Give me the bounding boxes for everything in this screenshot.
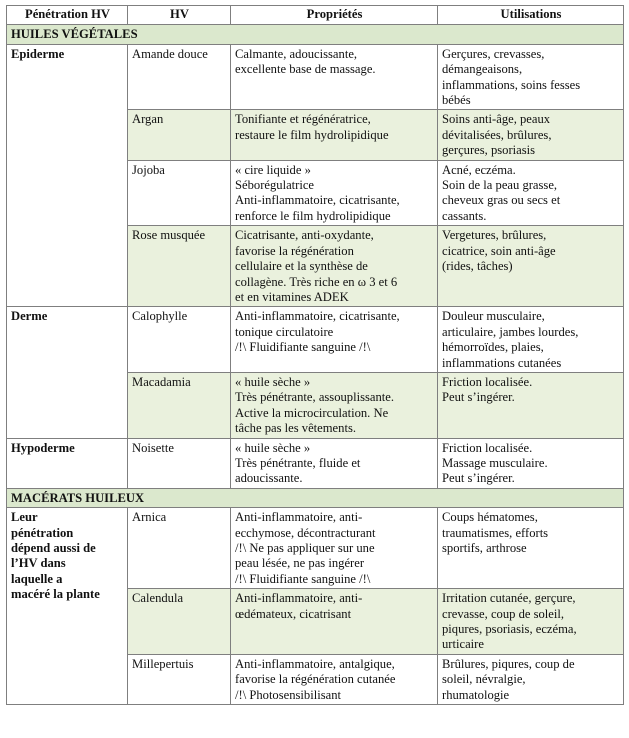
text-line: Gerçures, crevasses, [442,46,545,61]
text-line: Massage musculaire. [442,455,548,470]
text-line: traumatismes, efforts [442,525,549,540]
text-line: Anti-inflammatoire, cicatrisante, [235,193,400,208]
text-line: et en vitamines ADEK [235,289,349,304]
warning-line: /!\ Photosensibilisant [235,687,342,702]
hv-name: Calendula [128,589,231,655]
text-line: inflammations, soins fesses [442,77,581,92]
text-line: Anti-inflammatoire, antalgique, [235,656,395,671]
hv-name: Argan [128,110,231,160]
table-row-arnica [7,508,624,589]
text-line: tâche pas les vêtements. [235,421,356,436]
text-line: Anti-inflammatoire, cicatrisante, [235,309,400,324]
penetration-derme: Derme [7,307,128,438]
proprietes-cell [231,438,438,488]
hv-name: Amande douce [128,44,231,110]
header-row [7,6,624,25]
text-line: Brûlures, piqures, coup de [442,656,575,671]
hv-name: Jojoba [128,160,231,226]
text-line: Séborégulatrice [235,178,315,193]
proprietes-cell [231,654,438,704]
text-line: Soin de la peau grasse, [442,178,558,193]
utilisations-cell [438,589,624,655]
proprietes-cell [231,226,438,307]
utilisations-cell [438,508,624,589]
utilisations-cell [438,110,624,160]
utilisations-cell [438,654,624,704]
text-line: favorise la régénération [235,243,354,258]
penetration-macerats [7,508,128,705]
text-line: Cicatrisante, anti-oxydante, [235,228,374,243]
text-line: Active la microcirculation. Ne [235,405,389,420]
text-line: cassants. [442,208,487,223]
text-line: crevasse, coup de soleil, [442,606,565,621]
text-line: Calmante, adoucissante, [235,46,358,61]
text-line: urticaire [442,637,484,652]
text-line: Vergetures, brûlures, [442,228,547,243]
warning-line: /!\ Fluidifiante sanguine /!\ [235,340,371,355]
text-line: Friction localisée. [442,440,533,455]
text-line: excellente base de massage. [235,62,376,77]
text-line: Peut s’ingérer. [442,390,515,405]
text-line: Leur [11,510,38,525]
proprietes-cell [231,508,438,589]
hv-name: Macadamia [128,372,231,438]
warning-line: /!\ Fluidifiante sanguine /!\ [235,571,371,586]
hv-name: Millepertuis [128,654,231,704]
table-row-calophylle [7,307,624,373]
warning-line: /!\ Ne pas appliquer sur une [235,541,375,555]
text-line: Coups hématomes, [442,510,538,525]
proprietes-cell [231,589,438,655]
text-line: soleil, névralgie, [442,672,526,687]
penetration-epiderme: Epiderme [7,44,128,307]
text-line: laquelle a [11,571,63,586]
text-line: restaure le film hydrolipidique [235,127,389,142]
essential-oils-table [6,5,624,705]
text-line: œdémateux, cicatrisant [235,606,352,621]
text-line: dépend aussi de [11,541,96,555]
text-line: Soins anti-âge, peaux [442,112,551,127]
text-line: Douleur musculaire, [442,309,545,324]
hv-name: Rose musquée [128,226,231,307]
text-line: piqures, psoriasis, eczéma, [442,622,577,637]
text-line: adoucissante. [235,471,303,486]
table-row-noisette [7,438,624,488]
utilisations-cell [438,307,624,373]
text-line: gerçures, psoriasis [442,143,536,158]
text-line: articulaire, jambes lourdes, [442,324,579,339]
text-line: Acné, eczéma. [442,162,516,177]
proprietes-cell [231,44,438,110]
text-line: cicatrice, soin anti-âge [442,243,556,258]
text-line: (rides, tâches) [442,259,513,274]
penetration-hypoderme: Hypoderme [7,438,128,488]
section-row-macerats [7,488,624,507]
section-row-huiles [7,25,624,44]
text-line: cellulaire et la synthèse de [235,259,368,274]
text-line: Friction localisée. [442,374,533,389]
text-line: « cire liquide » [235,162,311,177]
text-line: renforce le film hydrolipidique [235,208,391,223]
proprietes-cell [231,110,438,160]
hv-name: Calophylle [128,307,231,373]
text-line: macéré la plante [11,587,100,602]
section-macerats-huileux: MACÉRATS HUILEUX [7,488,624,507]
text-line: peau lésée, ne pas ingérer [235,556,365,571]
hv-name: Arnica [128,508,231,589]
utilisations-cell [438,372,624,438]
utilisations-cell [438,44,624,110]
text-line: collagène. Très riche en ω 3 et 6 [235,274,398,289]
header-penetration: Pénétration HV [7,6,128,25]
text-line: Peut s’ingérer. [442,471,515,486]
header-hv: HV [128,6,231,25]
text-line: Irritation cutanée, gerçure, [442,591,576,606]
text-line: cheveux gras ou secs et [442,193,561,208]
text-line: « huile sèche » [235,440,311,455]
section-huiles-vegetales: HUILES VÉGÉTALES [7,25,624,44]
text-line: rhumatologie [442,687,510,702]
utilisations-cell [438,160,624,226]
text-line: pénétration [11,525,74,540]
text-line: l’HV dans [11,556,66,571]
text-line: « huile sèche » [235,374,311,389]
proprietes-cell [231,160,438,226]
text-line: Anti-inflammatoire, anti- [235,591,363,606]
utilisations-cell [438,226,624,307]
text-line: démangeaisons, [442,62,523,77]
text-line: Anti-inflammatoire, anti- [235,510,363,525]
text-line: sportifs, arthrose [442,541,527,555]
utilisations-cell [438,438,624,488]
text-line: hémorroïdes, plaies, [442,340,544,355]
text-line: Très pénétrante, fluide et [235,455,361,470]
text-line: Tonifiante et régénératrice, [235,112,371,127]
proprietes-cell [231,307,438,373]
text-line: dévitalisées, brûlures, [442,127,552,142]
text-line: bébés [442,93,471,108]
table-row-amande [7,44,624,110]
header-proprietes: Propriétés [231,6,438,25]
header-utilisations: Utilisations [438,6,624,25]
proprietes-cell [231,372,438,438]
hv-name: Noisette [128,438,231,488]
text-line: tonique circulatoire [235,324,334,339]
text-line: favorise la régénération cutanée [235,672,396,687]
text-line: ecchymose, décontracturant [235,525,376,540]
text-line: Très pénétrante, assouplissante. [235,390,395,405]
text-line: inflammations cutanées [442,355,562,370]
